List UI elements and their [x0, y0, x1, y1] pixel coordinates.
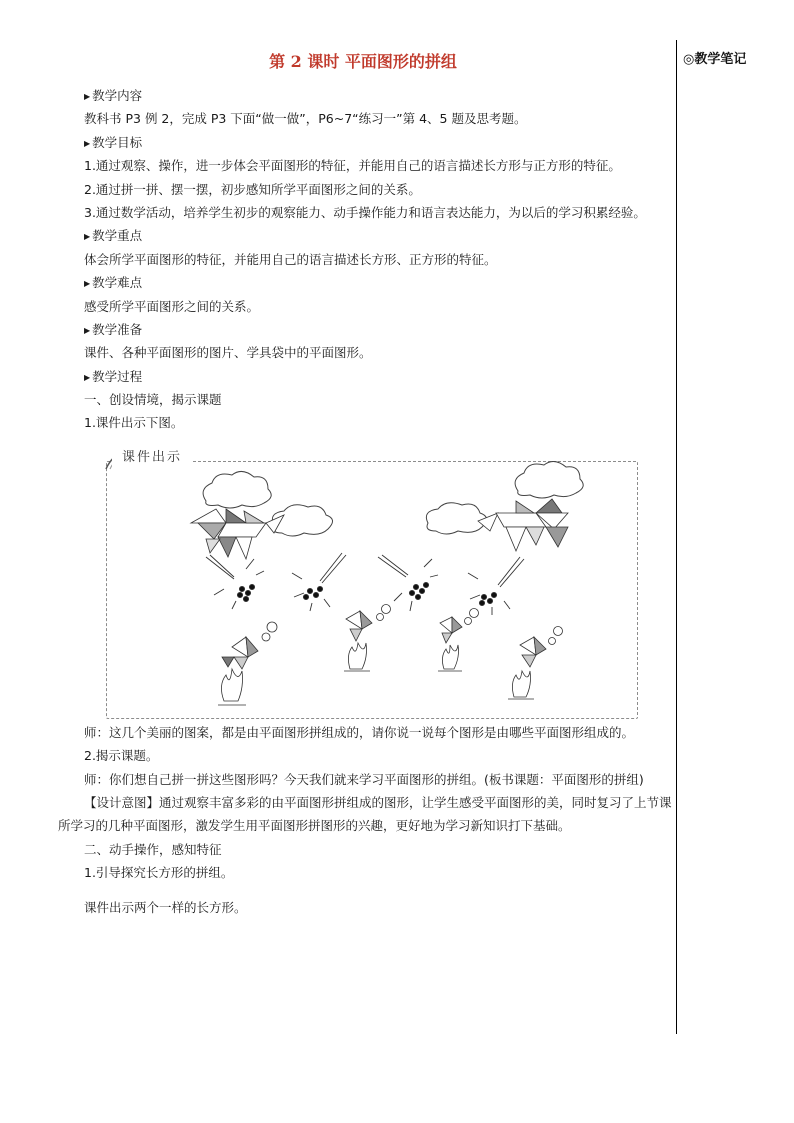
- teacher-speech: 师：你们想自己拼一拼这些图形吗？今天我们就来学习平面图形的拼组。(板书课题：平面图形的拼组): [84, 771, 644, 787]
- part-title: 二、动手操作，感知特征: [84, 841, 222, 857]
- lesson-body: [58, 84, 672, 919]
- difficult-text: 感受所学平面图形之间的关系。: [84, 298, 260, 314]
- section-heading-prep: ▶ 教学准备: [58, 318, 672, 341]
- triangle-bullet-icon: ▶: [84, 325, 91, 335]
- section-heading-content: ▶ 教学内容: [58, 84, 672, 107]
- key-text: 体会所学平面图形的特征，并能用自己的语言描述长方形、正方形的特征。: [84, 251, 497, 267]
- cloud-icon: [515, 461, 583, 498]
- content-text: 教科书 P3 例 2，完成 P3 下面“做一做”，P6~7“练习一”第 4、5 题及思考题。: [84, 111, 527, 127]
- section-heading-difficult: ▶ 教学难点: [58, 271, 672, 294]
- notes-divider: [676, 40, 677, 1034]
- section-heading-goals: ▶ 教学目标: [58, 131, 672, 154]
- courseware-figure: [106, 447, 638, 703]
- prep-text: 课件、各种平面图形的图片、学具袋中的平面图形。: [84, 345, 372, 361]
- triangle-bullet-icon: ▶: [84, 138, 91, 148]
- firework-icon: [468, 557, 524, 615]
- teaching-notes-label: ◎教学笔记: [683, 52, 747, 67]
- part-title: 一、创设情境，揭示课题: [84, 392, 222, 408]
- triangle-bullet-icon: ▶: [84, 372, 91, 382]
- tangram-fish-icon: [438, 608, 479, 671]
- section-heading-process: ▶ 教学过程: [58, 365, 672, 388]
- step-text: 1.引导探究长方形的拼组。: [84, 865, 234, 881]
- tangram-fish-icon: [344, 604, 391, 671]
- tangram-plane-icon: [478, 499, 568, 551]
- design-intent-text: 通过观察丰富多彩的由平面图形拼组成的图形，让学生感受平面图形的美，同时复习了上节课所学习的几种平面图形，激发学生用平面图形拼图形的兴趣，更好地为学习新知识打下基础。: [58, 795, 672, 834]
- step-text: 1.课件出示下图。: [84, 415, 184, 431]
- cloud-icon: [426, 503, 486, 534]
- step-text: 2.揭示课题。: [84, 748, 159, 764]
- page-title: 第 2 课时 平面图形的拼组: [269, 52, 457, 71]
- tangram-illustration: [106, 461, 638, 719]
- tangram-fish-icon: [218, 622, 277, 705]
- firework-icon: [292, 553, 346, 611]
- step-text: 课件出示两个一样的长方形。: [84, 899, 247, 915]
- firework-icon: [206, 555, 264, 609]
- goal-item: 1.通过观察、操作，进一步体会平面图形的特征，并能用自己的语言描述长方形与正方形的特征。: [84, 158, 621, 174]
- teacher-speech: 师：这几个美丽的图案，都是由平面图形拼组成的，请你说一说每个图形是由哪些平面图形组成的。: [84, 724, 635, 740]
- cloud-icon: [203, 471, 271, 508]
- firework-icon: [378, 555, 438, 611]
- triangle-bullet-icon: ▶: [84, 232, 91, 242]
- triangle-bullet-icon: ▶: [84, 92, 91, 101]
- goal-item: 2.通过拼一拼、摆一摆，初步感知所学平面图形之间的关系。: [84, 181, 421, 197]
- tangram-fish-icon: [508, 626, 563, 699]
- section-heading-key: ▶ 教学重点: [58, 224, 672, 247]
- figure-label: 课件出示: [112, 447, 192, 469]
- triangle-bullet-icon: ▶: [84, 279, 91, 289]
- design-intent: [58, 791, 672, 838]
- tangram-plane-icon: [191, 509, 284, 559]
- design-intent-label: 【设计意图】: [84, 795, 160, 811]
- goal-item: 3.通过数学活动，培养学生初步的观察能力、动手操作能力和语言表达能力，为以后的学习积累经验。: [84, 204, 646, 220]
